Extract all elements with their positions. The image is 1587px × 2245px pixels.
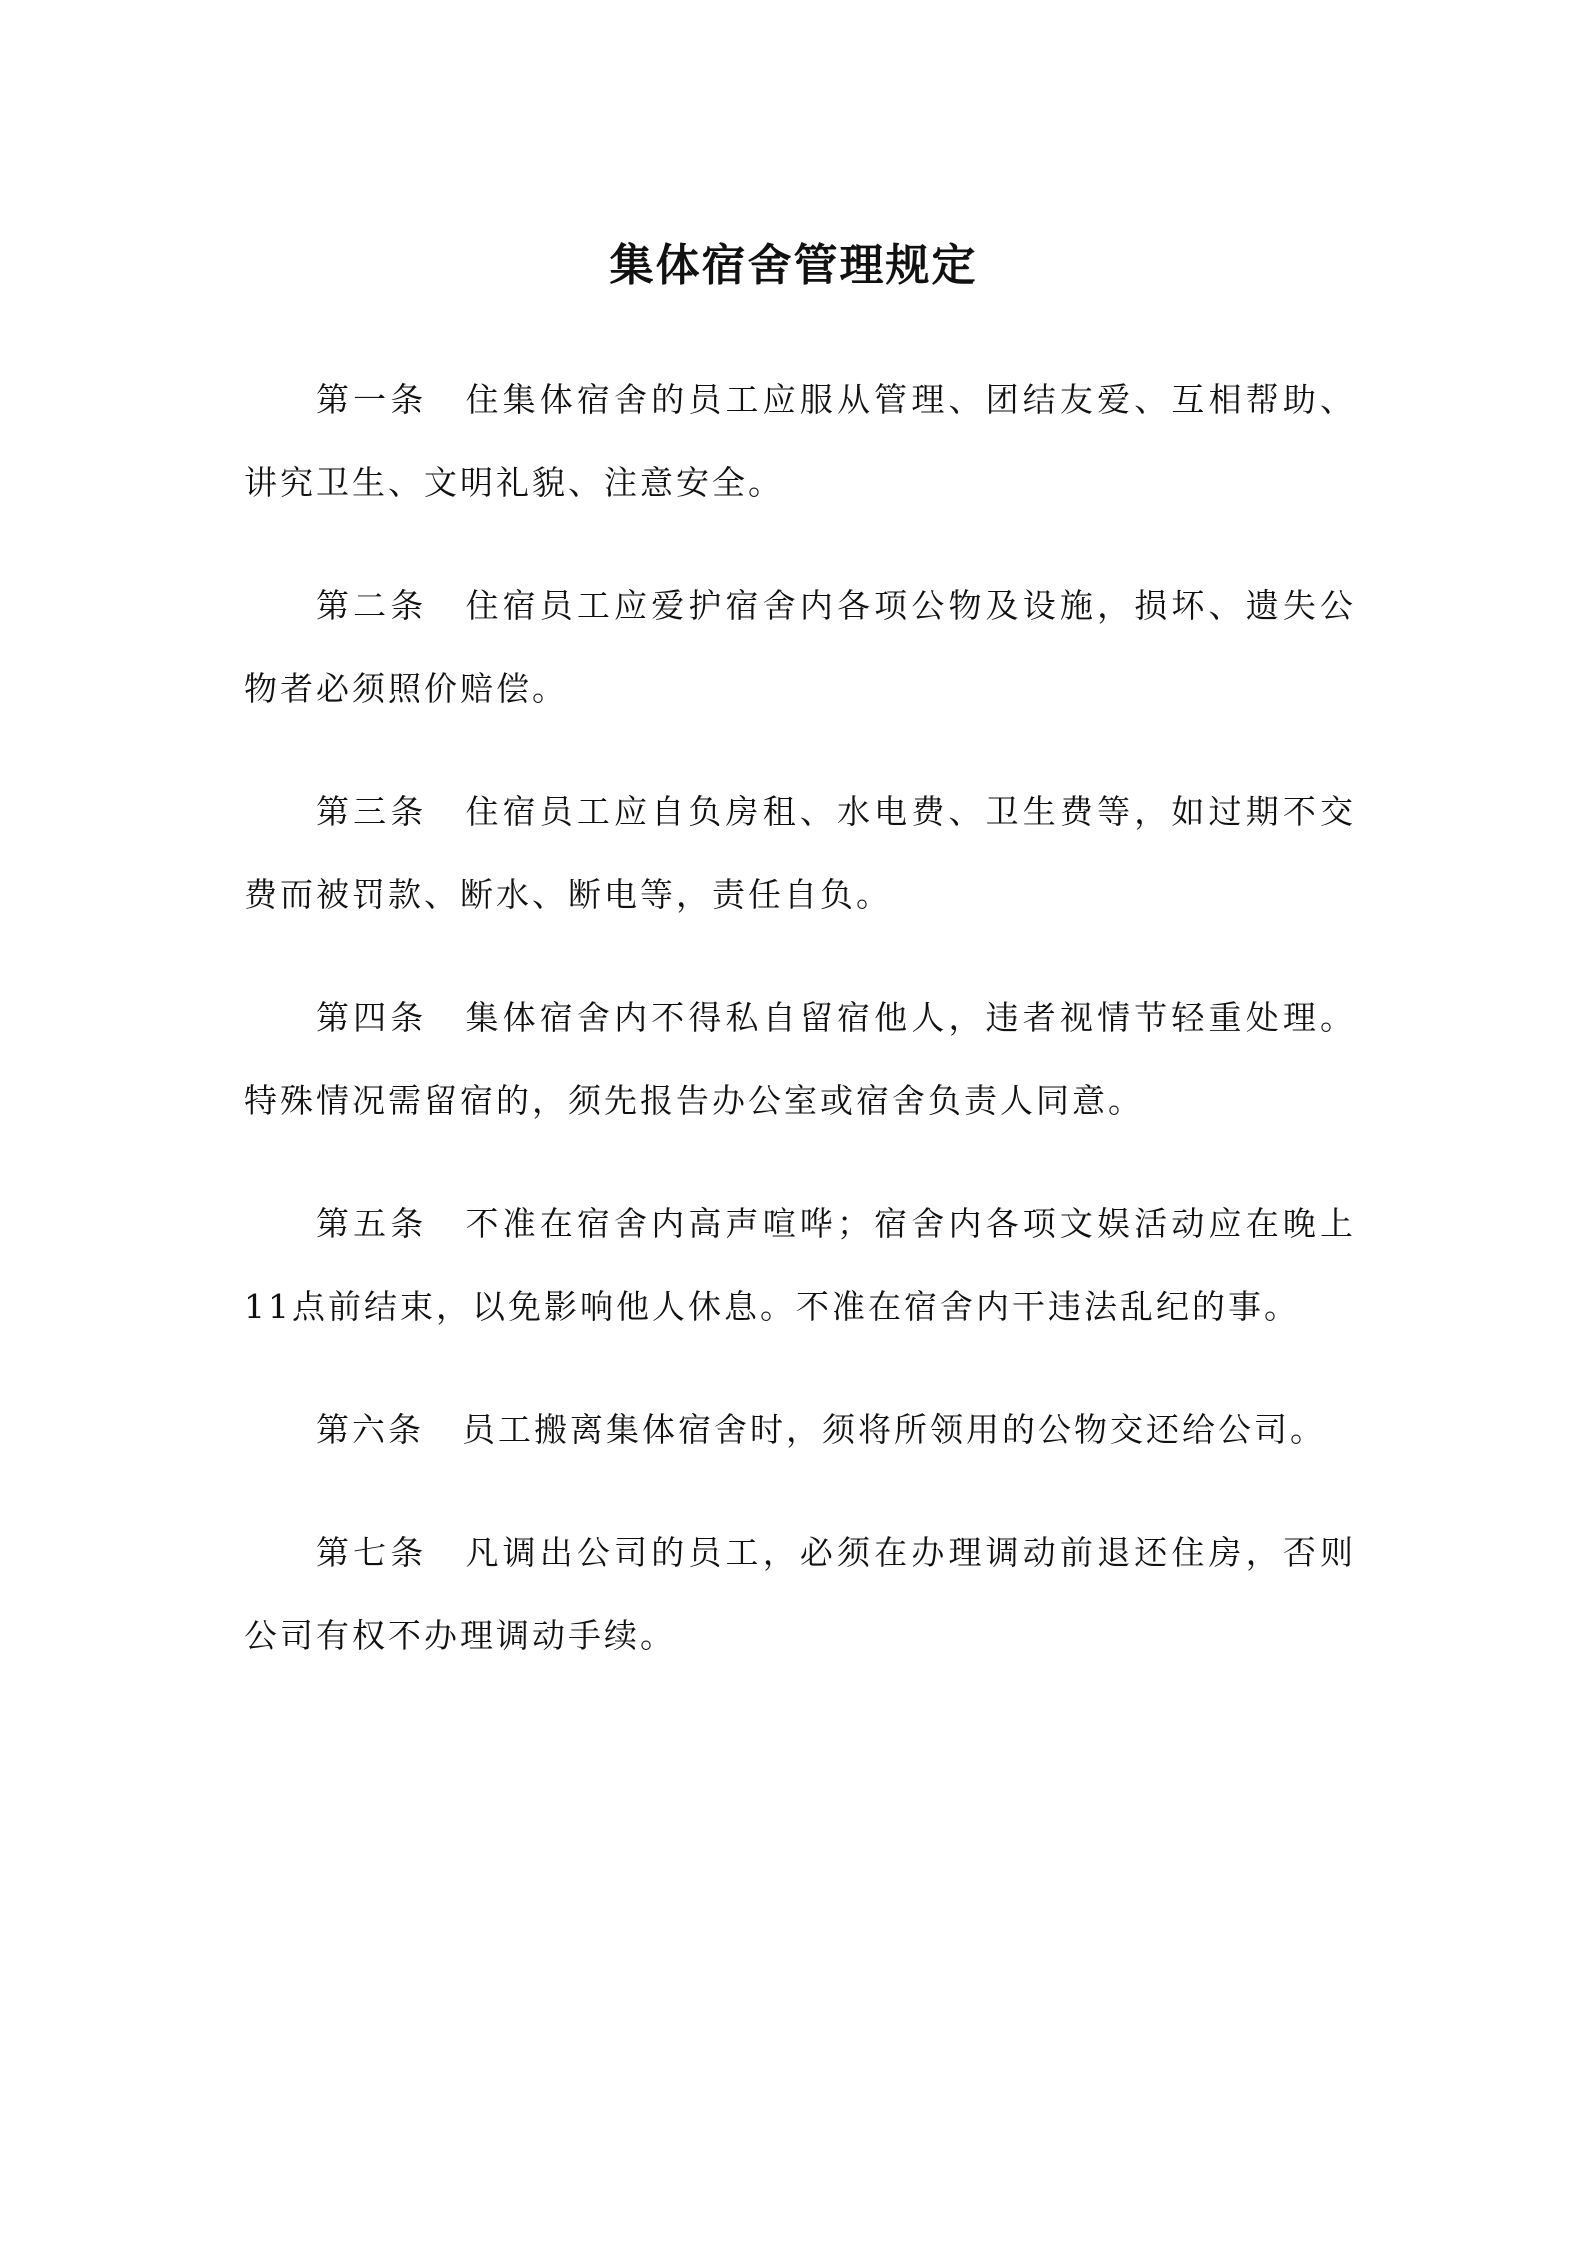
article-2 xyxy=(244,564,1356,730)
article-text: 住宿员工应自负房租、水电费、卫生费等，如过期不交费而被罚款、断水、断电等，责任自负。 xyxy=(244,792,1357,914)
article-label: 第四条 xyxy=(316,998,428,1037)
article-text: 凡调出公司的员工，必须在办理调动前退还住房，否则公司有权不办理调动手续。 xyxy=(244,1533,1357,1655)
article-label: 第一条 xyxy=(316,380,428,419)
document-body xyxy=(244,358,1356,1717)
article-label: 第六条 xyxy=(316,1410,424,1449)
article-1 xyxy=(244,358,1356,524)
article-5 xyxy=(244,1182,1356,1348)
article-text: 员工搬离集体宿舍时，须将所领用的公物交还给公司。 xyxy=(462,1410,1326,1449)
article-text: 不准在宿舍内高声喧哗；宿舍内各项文娱活动应在晚上11点前结束，以免影响他人休息。不准在宿舍内干违法乱纪的事。 xyxy=(244,1204,1357,1326)
article-label: 第二条 xyxy=(316,586,428,625)
article-text: 住集体宿舍的员工应服从管理、团结友爱、互相帮助、讲究卫生、文明礼貌、注意安全。 xyxy=(244,380,1357,502)
article-4 xyxy=(244,976,1356,1142)
article-label: 第七条 xyxy=(316,1533,428,1572)
article-text: 集体宿舍内不得私自留宿他人，违者视情节轻重处理。特殊情况需留宿的，须先报告办公室或宿舍负责人同意。 xyxy=(244,998,1357,1120)
article-6 xyxy=(244,1388,1356,1471)
article-label: 第三条 xyxy=(316,792,428,831)
article-label: 第五条 xyxy=(316,1204,428,1243)
article-7 xyxy=(244,1511,1356,1677)
article-text: 住宿员工应爱护宿舍内各项公物及设施，损坏、遗失公物者必须照价赔偿。 xyxy=(244,586,1357,708)
article-3 xyxy=(244,770,1356,936)
document-title: 集体宿舍管理规定 xyxy=(609,240,978,291)
